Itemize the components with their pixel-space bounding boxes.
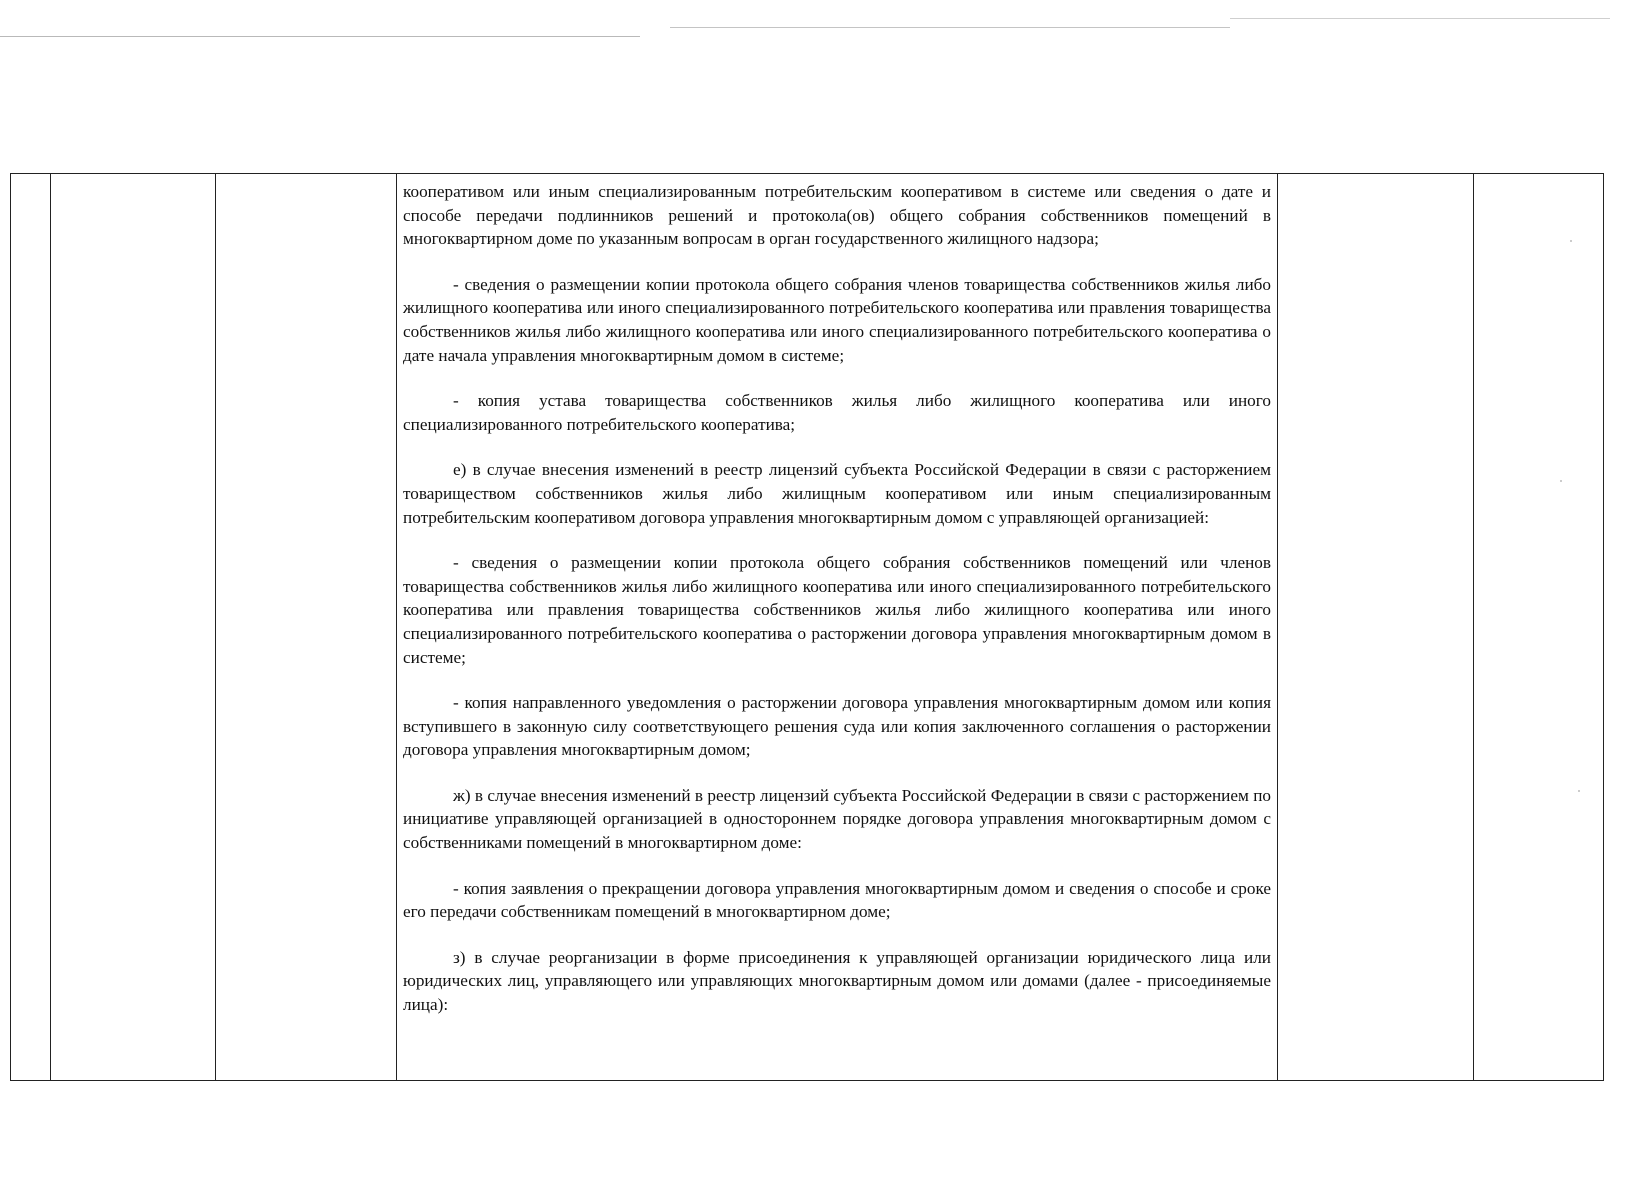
document-paragraph: кооперативом или иным специализированным потребительским кооперативом в системе или сведения о дате и способе передачи подлинников решений и протокола(ов) общего собрания собственников помещений в многоквартирном доме по указанным вопросам в орган государственного жилищного надзора; [403, 182, 1271, 249]
table-cell-number [11, 174, 51, 1081]
table-cell-result [1278, 174, 1474, 1081]
table-cell-note [1474, 174, 1604, 1081]
document-table [10, 173, 1604, 1081]
document-paragraph: з) в случае реорганизации в форме присоединения к управляющей организации юридического лица или юридических лиц, управляющего или управляющих многоквартирным домом или домами (далее - присоединяемые лица): [403, 947, 1271, 1015]
scan-artifact-line [670, 27, 1230, 28]
scan-artifact-line [0, 36, 640, 37]
document-paragraph: - копия направленного уведомления о расторжении договора управления многоквартирным домом или копия вступившего в законную силу соответствующего решения суда или копия заключенного соглашения о расторжении договора управления многоквартирным домом; [403, 693, 1271, 760]
table-cell-basis [216, 174, 397, 1081]
document-paragraph: е) в случае внесения изменений в реестр лицензий субъекта Российской Федерации в связи с расторжением товариществом собственников жилья либо жилищным кооперативом или иным специализированным потребительским кооперативом договора управления многоквартирным домом с управляющей организацией: [403, 460, 1271, 527]
table-row [11, 174, 1604, 1081]
table-cell-name [51, 174, 216, 1081]
document-paragraph: - сведения о размещении копии протокола общего собрания членов товарищества собственников жилья либо жилищного кооператива или иного специализированного потребительского кооператива или правления товарищества собственников жилья либо жилищного кооператива или иного специализированного потребительского кооператива о дате начала управления многоквартирным домом в системе; [403, 274, 1271, 365]
document-paragraph: - сведения о размещении копии протокола общего собрания собственников помещений или членов товарищества собственников жилья либо жилищного кооператива или иного специализированного потребительского кооператива или правления товарищества собственников жилья либо жилищного кооператива или иного специализированного потребительского кооператива о расторжении договора управления многоквартирным домом в системе; [403, 553, 1271, 667]
document-paragraph: - копия устава товарищества собственников жилья либо жилищного кооператива или иного специализированного потребительского кооператива; [403, 391, 1271, 434]
table-cell-content [397, 174, 1278, 1081]
scan-artifact-line [1230, 18, 1610, 19]
document-paragraph: - копия заявления о прекращении договора управления многоквартирным домом и сведения о способе и сроке его передачи собственникам помещений в многоквартирном доме; [403, 878, 1271, 922]
document-paragraph: ж) в случае внесения изменений в реестр лицензий субъекта Российской Федерации в связи с расторжением по инициативе управляющей организацией в одностороннем порядке договора управления многоквартирным домом с собственниками помещений в многоквартирном доме: [403, 785, 1271, 853]
